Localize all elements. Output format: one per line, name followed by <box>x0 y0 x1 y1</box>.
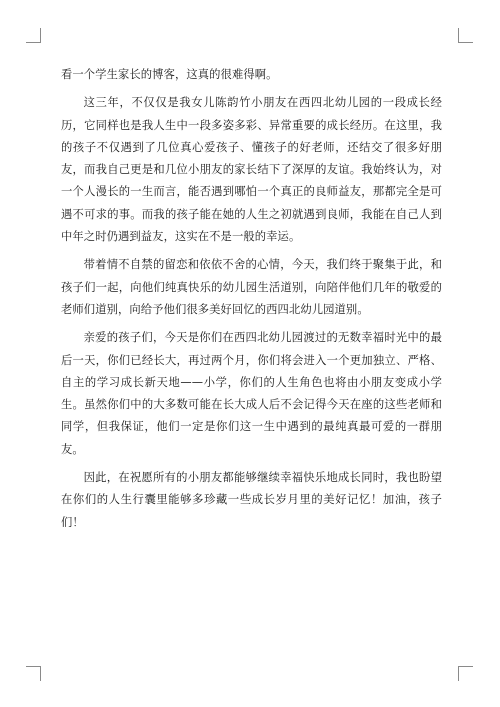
crop-mark-bottom-right <box>458 666 473 681</box>
crop-mark-top-left <box>26 28 41 43</box>
paragraph-three-years: 这三年，不仅仅是我女儿陈韵竹小朋友在西四北幼儿园的一段成长经历，它同样也是我人生中一段多姿多彩、异常重要的成长经历。在这里，我的孩子不仅遇到了几位真心爱孩子、懂孩子的好老师，还结交了很多好朋友，而我自己更是和几位小朋友的家长结下了深厚的友谊。我始终认为，对一个人漫长的一生而言，能否遇到哪怕一个真正的良师益友，那都完全是可遇不可求的事。而我的孩子能在她的人生之初就遇到良师，我能在自己人到中年之时仍遇到益友，这实在不是一般的幸运。 <box>61 96 442 244</box>
paragraph-closing: 因此，在祝愿所有的小朋友都能够继续幸福快乐地成长同时，我也盼望在你们的人生行囊里能够多珍藏一些成长岁月里的美好记忆！加油，孩子们！ <box>61 471 442 529</box>
crop-mark-top-right <box>458 28 473 43</box>
crop-mark-bottom-left <box>26 666 41 681</box>
paragraph-dear-children: 亲爱的孩子们，今天是你们在西四北幼儿园渡过的无数幸福时光中的最后一天，你们已经长大，再过两个月，你们将会进入一个更加独立、严格、自主的学习成长新天地——小学，你们的人生角色也将由小朋友变成小学生。虽然你们中的大多数可能在长大成人后不会记得今天在座的这些老师和同学，但我保证，他们一定是你们这一生中遇到的最纯真最可爱的一群朋友。 <box>61 331 442 456</box>
paragraph-farewell: 带着情不自禁的留恋和依依不舍的心情，今天，我们终于聚集于此，和孩子们一起，向他们纯真快乐的幼儿园生活道别，向陪伴他们几年的敬爱的老师们道别，向给予他们很多美好回忆的西四北幼儿园道别。 <box>61 258 442 316</box>
paragraph-intro: 看一个学生家长的博客，这真的很难得啊。 <box>61 68 278 81</box>
document-body <box>61 64 442 540</box>
